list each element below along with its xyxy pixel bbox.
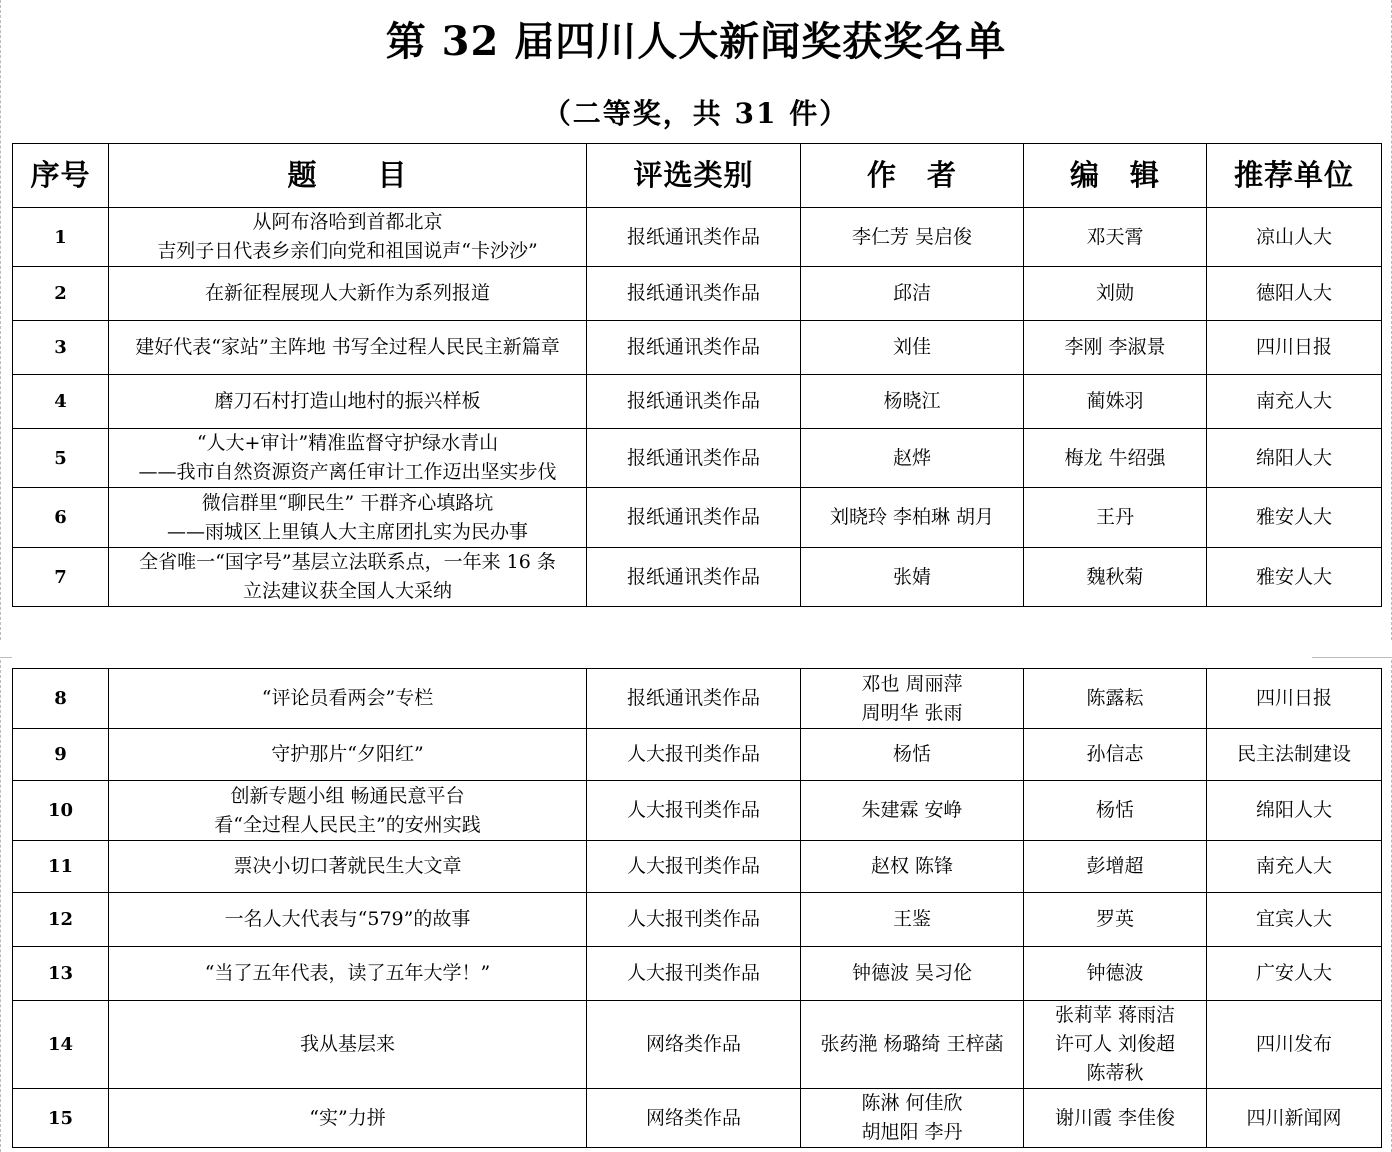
cell-no: 4 bbox=[13, 375, 109, 429]
cell-category: 报纸通讯类作品 bbox=[587, 548, 801, 607]
title-line: 立法建议获全国人大采纳 bbox=[242, 580, 452, 602]
author-line: 张药滟 杨璐绮 王梓菡 bbox=[820, 1033, 1004, 1055]
editor-line: 蔺姝羽 bbox=[1086, 390, 1144, 412]
cell-unit: 民主法制建设 bbox=[1207, 729, 1382, 781]
editor-line: 陈蒂秋 bbox=[1086, 1062, 1144, 1084]
title-line: 在新征程展现人大新作为系列报道 bbox=[204, 282, 490, 304]
cell-author bbox=[801, 947, 1024, 1001]
cell-author bbox=[801, 893, 1024, 947]
cell-author bbox=[801, 375, 1024, 429]
cell-category: 报纸通讯类作品 bbox=[587, 488, 801, 548]
cell-author bbox=[801, 1089, 1024, 1148]
table-row bbox=[13, 488, 1382, 548]
table-row bbox=[13, 375, 1382, 429]
page-break-marker-left bbox=[0, 657, 12, 658]
cell-editor bbox=[1024, 781, 1207, 841]
title-line: ——雨城区上里镇人大主席团扎实为民办事 bbox=[166, 520, 528, 543]
cell-unit: 南充人大 bbox=[1207, 375, 1382, 429]
cell-title bbox=[109, 947, 587, 1001]
cell-title bbox=[109, 267, 587, 321]
table-row bbox=[13, 208, 1382, 267]
title-line: 吉列子日代表乡亲们向党和祖国说声“卡沙沙” bbox=[157, 240, 538, 262]
title-line: 建好代表“家站”主阵地 书写全过程人民民主新篇章 bbox=[135, 336, 560, 358]
cell-editor bbox=[1024, 429, 1207, 488]
cell-editor bbox=[1024, 321, 1207, 375]
cell-unit: 四川发布 bbox=[1207, 1001, 1382, 1089]
table-row bbox=[13, 841, 1382, 893]
author-line: 李仁芳 吴启俊 bbox=[851, 225, 973, 248]
cell-no: 8 bbox=[13, 669, 109, 729]
cell-category: 报纸通讯类作品 bbox=[587, 267, 801, 321]
cell-title bbox=[109, 729, 587, 781]
author-line: 周明华 张雨 bbox=[861, 701, 963, 724]
editor-line: 罗英 bbox=[1095, 908, 1134, 930]
document-title: 第 32 届四川人大新闻奖获奖名单 bbox=[385, 18, 1007, 65]
cell-category: 报纸通讯类作品 bbox=[587, 669, 801, 729]
cell-author bbox=[801, 548, 1024, 607]
cell-editor bbox=[1024, 729, 1207, 781]
editor-line: 陈露耘 bbox=[1086, 687, 1144, 709]
cell-author bbox=[801, 208, 1024, 267]
cell-category: 报纸通讯类作品 bbox=[587, 375, 801, 429]
cell-editor bbox=[1024, 841, 1207, 893]
cell-title bbox=[109, 781, 587, 841]
cell-author bbox=[801, 729, 1024, 781]
cell-author bbox=[801, 1001, 1024, 1089]
title-line: “当了五年代表，读了五年大学！” bbox=[204, 962, 491, 984]
cell-category: 网络类作品 bbox=[587, 1001, 801, 1089]
header-no: 序号 bbox=[13, 144, 109, 208]
awards-table-page1 bbox=[12, 143, 1382, 607]
page-break bbox=[0, 640, 1392, 660]
cell-category: 报纸通讯类作品 bbox=[587, 321, 801, 375]
cell-author bbox=[801, 781, 1024, 841]
cell-title bbox=[109, 669, 587, 729]
title-line: 我从基层来 bbox=[299, 1033, 395, 1055]
cell-no: 5 bbox=[13, 429, 109, 488]
title-line: 一名人大代表与“579”的故事 bbox=[224, 908, 471, 930]
title-line: 看“全过程人民民主”的安州实践 bbox=[214, 813, 481, 836]
cell-title bbox=[109, 893, 587, 947]
author-line: 刘晓玲 李柏琳 胡月 bbox=[829, 506, 995, 528]
author-line: 朱建霖 安峥 bbox=[861, 799, 963, 821]
table-row bbox=[13, 267, 1382, 321]
table-row bbox=[13, 321, 1382, 375]
author-line: 胡旭阳 李丹 bbox=[861, 1121, 963, 1143]
cell-category: 人大报刊类作品 bbox=[587, 893, 801, 947]
title-line: 磨刀石村打造山地村的振兴样板 bbox=[214, 390, 481, 412]
title-line: 全省唯一“国字号”基层立法联系点，一年来 16 条 bbox=[139, 551, 556, 573]
author-line: 王鉴 bbox=[892, 908, 931, 930]
author-line: 赵权 陈锋 bbox=[870, 855, 954, 877]
cell-no: 12 bbox=[13, 893, 109, 947]
title-line: 微信群里“聊民生” 干群齐心填路坑 bbox=[201, 491, 494, 514]
cell-no: 1 bbox=[13, 208, 109, 267]
cell-category: 人大报刊类作品 bbox=[587, 729, 801, 781]
cell-unit: 南充人大 bbox=[1207, 841, 1382, 893]
cell-category: 人大报刊类作品 bbox=[587, 781, 801, 841]
cell-unit: 德阳人大 bbox=[1207, 267, 1382, 321]
table-header-row bbox=[13, 144, 1382, 208]
title-line: “实”力拼 bbox=[309, 1106, 386, 1129]
author-line: 刘佳 bbox=[892, 336, 931, 358]
table-row bbox=[13, 781, 1382, 841]
title-line: 守护那片“夕阳红” bbox=[271, 743, 424, 765]
cell-editor bbox=[1024, 375, 1207, 429]
cell-title bbox=[109, 548, 587, 607]
cell-unit: 雅安人大 bbox=[1207, 488, 1382, 548]
cell-category: 网络类作品 bbox=[587, 1089, 801, 1148]
title-line: “评论员看两会”专栏 bbox=[261, 687, 434, 709]
table-row bbox=[13, 893, 1382, 947]
title-line: 票决小切口著就民生大文章 bbox=[233, 855, 462, 877]
cell-no: 9 bbox=[13, 729, 109, 781]
cell-author bbox=[801, 429, 1024, 488]
cell-no: 10 bbox=[13, 781, 109, 841]
cell-no: 15 bbox=[13, 1089, 109, 1148]
editor-line: 张莉苹 蒋雨洁 bbox=[1054, 1004, 1176, 1026]
cell-unit: 四川新闻网 bbox=[1207, 1089, 1382, 1148]
cell-editor bbox=[1024, 488, 1207, 548]
editor-line: 刘勋 bbox=[1095, 282, 1134, 304]
cell-title bbox=[109, 488, 587, 548]
author-line: 杨恬 bbox=[892, 743, 931, 765]
title-line: ——我市自然资源资产离任审计工作迈出坚实步伐 bbox=[138, 461, 557, 483]
cell-editor bbox=[1024, 267, 1207, 321]
cell-unit: 绵阳人大 bbox=[1207, 429, 1382, 488]
header-author: 作 者 bbox=[801, 144, 1024, 208]
cell-title bbox=[109, 429, 587, 488]
cell-category: 报纸通讯类作品 bbox=[587, 429, 801, 488]
author-line: 邓也 周丽萍 bbox=[861, 672, 963, 695]
title-line: 创新专题小组 畅通民意平台 bbox=[230, 784, 465, 807]
cell-title bbox=[109, 208, 587, 267]
cell-title bbox=[109, 321, 587, 375]
cell-no: 2 bbox=[13, 267, 109, 321]
awards-table-page2 bbox=[12, 668, 1382, 1148]
cell-no: 3 bbox=[13, 321, 109, 375]
editor-line: 李刚 李淑景 bbox=[1064, 336, 1166, 358]
cell-category: 报纸通讯类作品 bbox=[587, 208, 801, 267]
document-subtitle: （二等奖，共 31 件） bbox=[542, 97, 850, 130]
editor-line: 魏秋菊 bbox=[1086, 565, 1144, 588]
author-line: 张婧 bbox=[892, 565, 931, 588]
title-line: 从阿布洛哈到首都北京 bbox=[252, 211, 443, 233]
editor-line: 梅龙 牛绍强 bbox=[1064, 446, 1166, 469]
cell-title bbox=[109, 841, 587, 893]
table-row bbox=[13, 669, 1382, 729]
cell-no: 13 bbox=[13, 947, 109, 1001]
cell-editor bbox=[1024, 1001, 1207, 1089]
cell-unit: 广安人大 bbox=[1207, 947, 1382, 1001]
cell-editor bbox=[1024, 1089, 1207, 1148]
cell-editor bbox=[1024, 548, 1207, 607]
editor-line: 邓天霄 bbox=[1086, 225, 1144, 248]
author-line: 邱洁 bbox=[892, 282, 931, 304]
cell-unit: 雅安人大 bbox=[1207, 548, 1382, 607]
cell-author bbox=[801, 669, 1024, 729]
cell-unit: 凉山人大 bbox=[1207, 208, 1382, 267]
cell-category: 人大报刊类作品 bbox=[587, 947, 801, 1001]
table-row bbox=[13, 1089, 1382, 1148]
cell-unit: 绵阳人大 bbox=[1207, 781, 1382, 841]
table-row bbox=[13, 947, 1382, 1001]
cell-title bbox=[109, 1089, 587, 1148]
editor-line: 钟德波 bbox=[1086, 962, 1144, 984]
cell-editor bbox=[1024, 669, 1207, 729]
cell-author bbox=[801, 841, 1024, 893]
table-row bbox=[13, 429, 1382, 488]
cell-editor bbox=[1024, 208, 1207, 267]
author-line: 赵烨 bbox=[892, 446, 931, 469]
cell-no: 7 bbox=[13, 548, 109, 607]
table-row bbox=[13, 1001, 1382, 1089]
page-break-marker-right bbox=[1312, 657, 1392, 658]
author-line: 陈淋 何佳欣 bbox=[861, 1092, 963, 1114]
cell-unit: 四川日报 bbox=[1207, 669, 1382, 729]
header-editor: 编 辑 bbox=[1024, 144, 1207, 208]
cell-title bbox=[109, 1001, 587, 1089]
cell-no: 6 bbox=[13, 488, 109, 548]
editor-line: 谢川霞 李佳俊 bbox=[1054, 1106, 1176, 1129]
cell-no: 11 bbox=[13, 841, 109, 893]
author-line: 钟德波 吴习伦 bbox=[851, 962, 973, 984]
header-category: 评选类别 bbox=[587, 144, 801, 208]
cell-unit: 四川日报 bbox=[1207, 321, 1382, 375]
cell-category: 人大报刊类作品 bbox=[587, 841, 801, 893]
cell-author bbox=[801, 488, 1024, 548]
cell-author bbox=[801, 267, 1024, 321]
cell-editor bbox=[1024, 947, 1207, 1001]
editor-line: 许可人 刘俊超 bbox=[1054, 1033, 1176, 1055]
editor-line: 彭增超 bbox=[1086, 855, 1144, 877]
cell-title bbox=[109, 375, 587, 429]
editor-line: 王丹 bbox=[1095, 506, 1134, 528]
header-unit: 推荐单位 bbox=[1207, 144, 1382, 208]
editor-line: 杨恬 bbox=[1095, 799, 1134, 821]
header-title: 题 目 bbox=[109, 144, 587, 208]
editor-line: 孙信志 bbox=[1086, 743, 1144, 765]
cell-editor bbox=[1024, 893, 1207, 947]
table-row bbox=[13, 729, 1382, 781]
cell-no: 14 bbox=[13, 1001, 109, 1089]
author-line: 杨晓江 bbox=[883, 390, 941, 412]
cell-author bbox=[801, 321, 1024, 375]
cell-unit: 宜宾人大 bbox=[1207, 893, 1382, 947]
table-row bbox=[13, 548, 1382, 607]
title-line: “人大+审计”精准监督守护绿水青山 bbox=[196, 432, 499, 454]
